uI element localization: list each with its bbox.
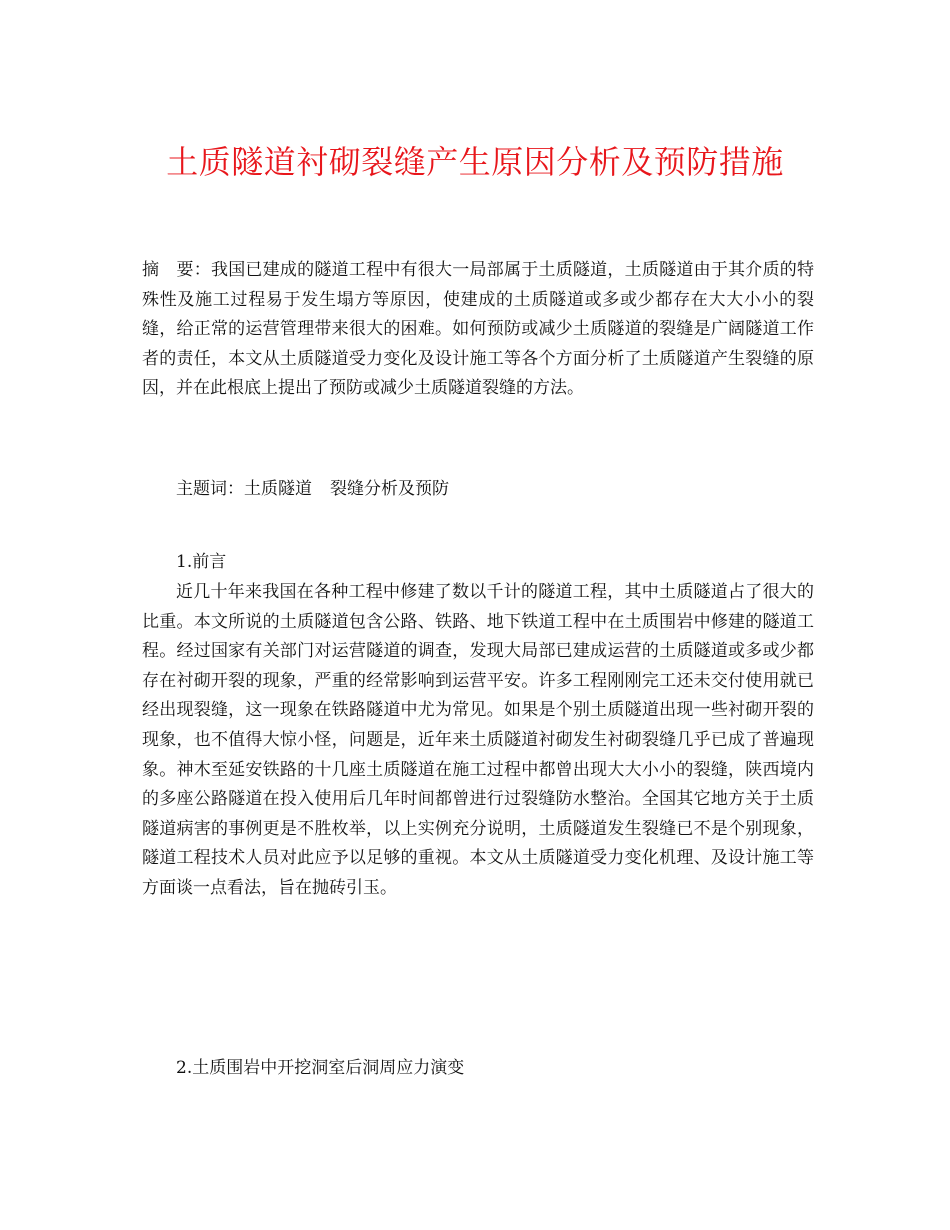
- keyword-item: 裂缝分析及预防: [330, 479, 449, 499]
- abstract-paragraph: [142, 256, 814, 404]
- keywords-label: 主题词：: [176, 479, 244, 499]
- section-heading-intro: 1.前言: [176, 552, 227, 572]
- keyword-item: 土质隧道: [244, 479, 312, 499]
- abstract-label: 摘 要：: [142, 260, 211, 280]
- keywords-line: [176, 475, 816, 505]
- document-title: 土质隧道衬砌裂缝产生原因分析及预防措施: [166, 143, 784, 181]
- abstract-text: 我国已建成的隧道工程中有很大一局部属于土质隧道，土质隧道由于其介质的特殊性及施工过程易于发生塌方等原因，使建成的土质隧道或多或少都存在大大小小的裂缝，给正常的运营管理带来很大的困难。如何预防或减少土质隧道的裂缝是广阔隧道工作者的责任，本文从土质隧道受力变化及设计施工等各个方面分析了土质隧道产生裂缝的原因，并在此根底上提出了预防或减少土质隧道裂缝的方法。: [142, 260, 815, 399]
- section-heading-stress: 2.土质围岩中开挖洞室后洞周应力演变: [176, 1058, 465, 1078]
- intro-paragraph: 近几十年来我国在各种工程中修建了数以千计的隧道工程，其中土质隧道占了很大的比重。本文所说的土质隧道包含公路、铁路、地下铁道工程中在土质围岩中修建的隧道工程。经过国家有关部门对运营隧道的调查，发现大局部已建成运营的土质隧道或多或少都存在衬砌开裂的现象，严重的经常影响到运营平安。许多工程刚刚完工还未交付使用就已经出现裂缝，这一现象在铁路隧道中尤为常见。如果是个别土质隧道出现一些衬砌开裂的现象，也不值得大惊小怪，问题是，近年来土质隧道衬砌发生衬砌裂缝几乎已成了普遍现象。神木至延安铁路的十几座土质隧道在施工过程中都曾出现大大小小的裂缝，陕西境内的多座公路隧道在投入使用后几年时间都曾进行过裂缝防水整治。全国其它地方关于土质隧道病害的事例更是不胜枚举，以上实例充分说明，土质隧道发生裂缝已不是个别现象，隧道工程技术人员对此应予以足够的重视。本文从土质隧道受力变化机理、及设计施工等方面谈一点看法，旨在抛砖引玉。: [142, 582, 814, 898]
